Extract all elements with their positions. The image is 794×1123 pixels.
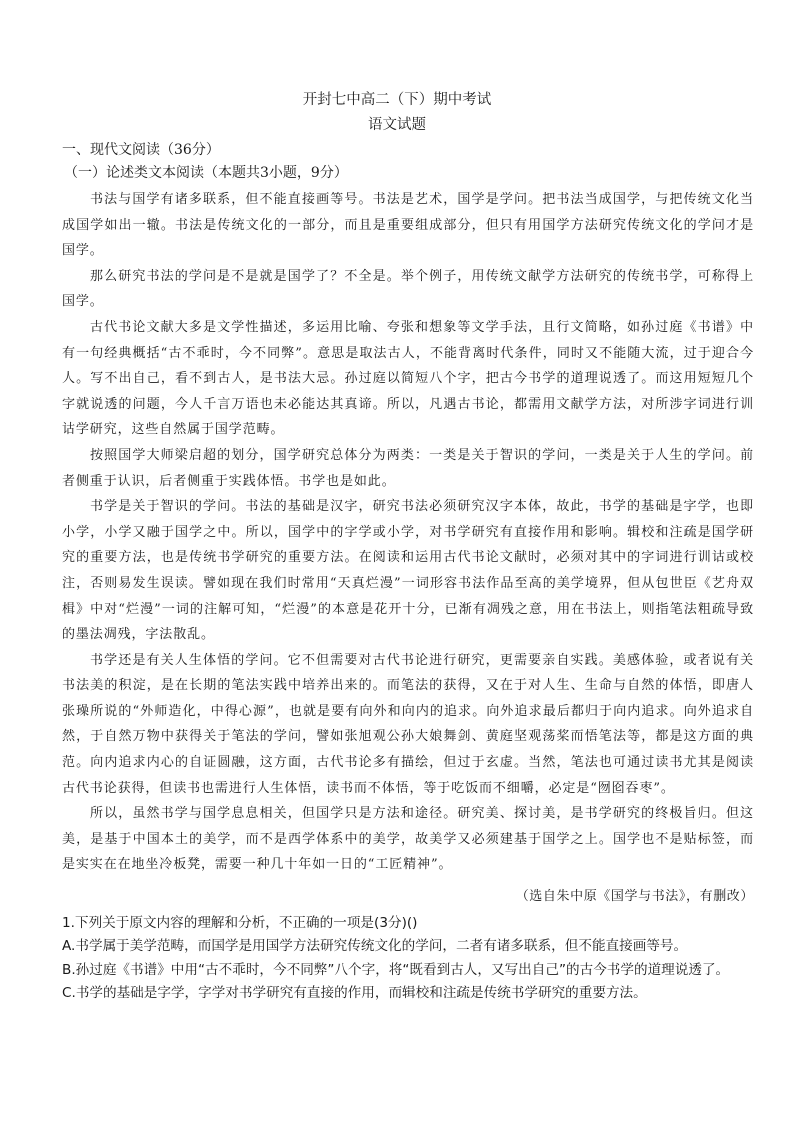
reading-passage [62,187,754,878]
passage-paragraph: 古代书论文献大多是文学性描述，多运用比喻、夸张和想象等文学手法，且行文简略，如孙过庭《书谱》中有一句经典概括“古不乖时，今不同弊”。意思是取法古人，不能背离时代条件，同时又不能随大流，过于迎合今人。写不出自己，看不到古人，是书法大忌。孙过庭以简短八个字，把古今书学的道理说透了。而这用短短几个字就说透的问题，今人千言万语也未必能达其真谛。所以，凡遇古书论，都需用文献学方法，对所涉字词进行训诂学研究，这些自然属于国学范畴。 [62,319,754,438]
question-1 [62,912,756,1006]
passage-paragraph: 那么研究书法的学问是不是就是国学了？不全是。举个例子，用传统文献学方法研究的传统书学，可称得上国学。 [62,268,754,310]
subsection-title: （一）论述类文本阅读（本题共3小题，9分） [64,165,348,181]
passage-paragraph: 按照国学大师梁启超的划分，国学研究总体分为两类：一类是关于智识的学问，一类是关于人生的学问。前者侧重于认识，后者侧重于实践体悟。书学也是如此。 [62,447,754,489]
passage-paragraph: 书法与国学有诸多联系，但不能直接画等号。书法是艺术，国学是学问。把书法当成国学，与把传统文化当成国学如出一辙。书法是传统文化的一部分，而且是重要组成部分，但只有用国学方法研究传统文化的学问才是国学。 [62,192,754,259]
section-title: 一、现代文阅读（36分） [62,142,220,158]
question-option-c: C.书学的基础是字学，字学对书学研究有直接的作用，而辑校和注疏是传统书学研究的重要方法。 [62,985,647,1002]
passage-source: （选自朱中原《国学与书法》，有删改） [515,889,754,904]
question-stem: 1.下列关于原文内容的理解和分析，不正确的一项是(3分)() [62,915,418,931]
question-option-a: A.书学属于美学范畴，而国学是用国学方法研究传统文化的学问，二者有诸多联系，但不能直接画等号。 [62,938,688,955]
passage-paragraph: 所以，虽然书学与国学息息相关，但国学只是方法和途径。研究美、探讨美，是书学研究的终极旨归。但这美，是基于中国本土的美学，而不是西学体系中的美学，故美学又必须建基于国学之上。国学也不是贴标签，而是实实在在地坐冷板凳，需要一种几十年如一日的“工匠精神”。 [62,806,754,873]
subject-title: 语文试题 [368,117,426,133]
passage-paragraph: 书学还是有关人生体悟的学问。它不但需要对古代书论进行研究，更需要亲自实践。美感体验，或者说有关书法美的积淀，是在长期的笔法实践中培养出来的。而笔法的获得，又在于对人生、生命与自然的体悟，即唐人张璪所说的“外师造化，中得心源”，也就是要有向外和向内的追求。向外追求最后都归于向内追求。向外追求自然，于自然万物中获得关于笔法的学问，譬如张旭观公孙大娘舞剑、黄庭坚观荡桨而悟笔法等，都是这方面的典范。向内追求内心的自证圆融，这方面，古代书论多有描绘，但过于玄虚。当然，笔法也可通过读书尤其是阅读古代书论获得，但读书也需进行人生体悟，读书而不体悟，等于吃饭而不细嚼，必定是“囫囵吞枣”。 [62,652,754,796]
question-option-b: B.孙过庭《书谱》中用“古不乖时，今不同弊”八个字，将“既看到古人，又写出自己”的古今书学的道理说透了。 [62,961,730,978]
passage-paragraph: 书学是关于智识的学问。书法的基础是汉字，研究书法必须研究汉字本体，故此，书学的基础是字学，也即小学，小学又融于国学之中。所以，国学中的字学或小学，对书学研究有直接作用和影响。辑校和注疏是国学研究的重要方法，也是传统书学研究的重要方法。在阅读和运用古代书论文献时，必须对其中的字词进行训诂或校注，否则易发生误读。譬如现在我们时常用“天真烂漫”一词形容书法作品至高的美学境界，但从包世臣《艺舟双楫》中对“烂漫”一词的注解可知，“烂漫”的本意是花开十分，已渐有凋残之意，用在书法上，则指笔法粗疏导致的墨法凋残，字法散乱。 [62,499,754,643]
exam-title: 开封七中高二（下）期中考试 [302,92,492,108]
